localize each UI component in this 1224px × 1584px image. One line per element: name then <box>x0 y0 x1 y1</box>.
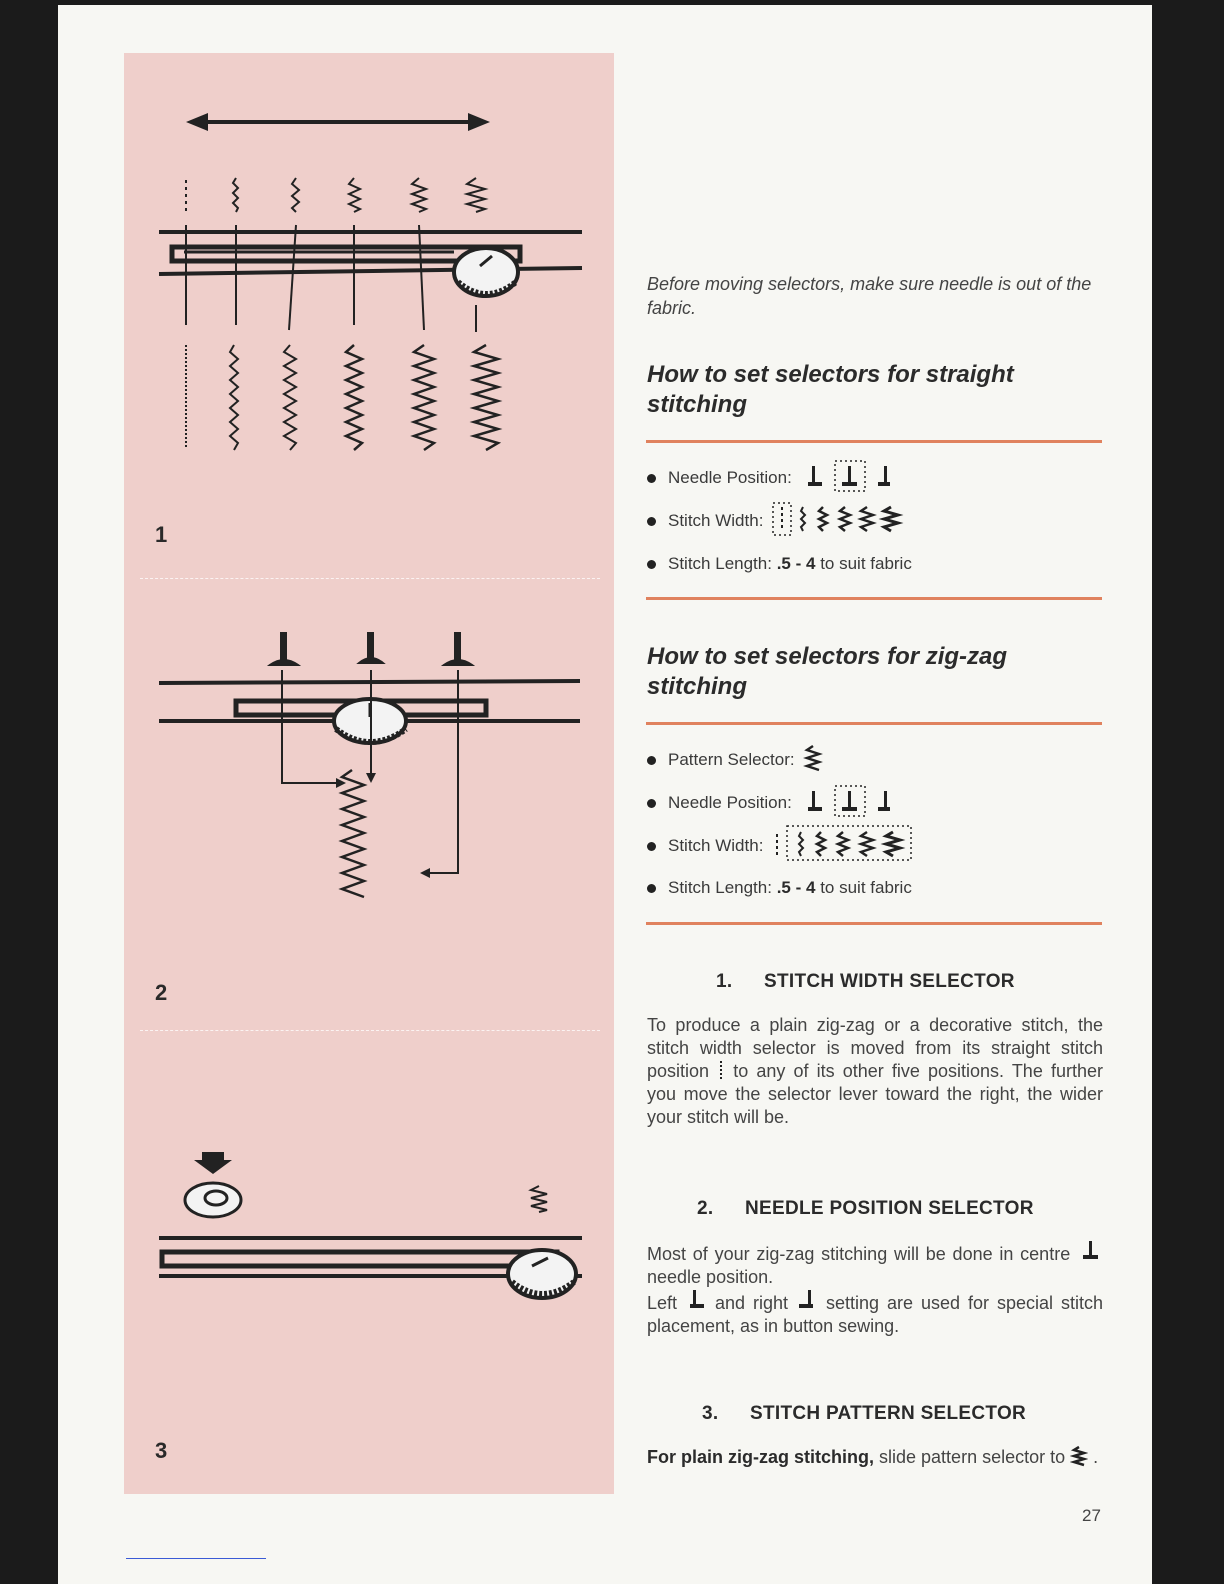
section-title: NEEDLE POSITION SELECTOR <box>745 1198 1034 1219</box>
stitch-length-suffix: to suit fabric <box>820 554 912 573</box>
p2-text-b: needle position. <box>647 1267 774 1287</box>
zigzag-pattern-selector <box>647 745 823 775</box>
paragraph-stitch-width <box>647 1014 1103 1129</box>
bullet-dot <box>647 756 656 765</box>
centre-needle-icon <box>1077 1240 1103 1262</box>
pattern-selector-label: Pattern Selector: <box>668 750 795 769</box>
zigzag-stitch-width <box>647 831 921 861</box>
figure-label-2: 2 <box>155 980 168 1005</box>
section-title: STITCH PATTERN SELECTOR <box>750 1403 1027 1424</box>
straight-stitch-length <box>647 549 912 579</box>
paragraph-needle-position <box>647 1240 1103 1338</box>
stitch-length-label: Stitch Length: <box>668 878 772 897</box>
paragraph-stitch-pattern <box>647 1445 1103 1469</box>
needle-position-label: Needle Position: <box>668 468 792 487</box>
figure-1-stitch-width <box>124 100 614 470</box>
figure-label-1: 1 <box>155 522 168 547</box>
figure-label-3: 3 <box>155 1438 168 1463</box>
section-number: 3. <box>702 1403 719 1424</box>
warning-note: Before moving selectors, make sure needle is out of the fabric. <box>647 274 1092 318</box>
zigzag-pattern-icon <box>803 743 823 778</box>
bullet-dot <box>647 474 656 483</box>
straight-stitch-width <box>647 506 921 536</box>
p3-text-a: slide pattern selector to <box>879 1447 1066 1467</box>
bullet-dot <box>647 560 656 569</box>
bullet-dot <box>647 799 656 808</box>
section-rule <box>646 722 1102 725</box>
figure-divider <box>140 578 600 579</box>
p2-text-a: Most of your zig-zag stitching will be done in centre <box>647 1244 1071 1264</box>
p1-text-a: To produce a plain zig-zag or a decorative stitch, the stitch width selector is moved from its straight stitch position <box>647 1015 1103 1081</box>
p2-text-c: Left <box>647 1293 678 1313</box>
zigzag-stitch-length <box>647 873 912 903</box>
stitch-width-icons <box>771 824 921 869</box>
p2-text-e: setting are used for special stitch placement, as in button sewing. <box>647 1293 1103 1336</box>
left-needle-icon <box>685 1289 707 1311</box>
heading-zigzag-stitching: How to set selectors for zig-zag stitching <box>647 643 1008 700</box>
needle-position-label: Needle Position: <box>668 793 792 812</box>
stitch-width-label: Stitch Width: <box>668 836 764 855</box>
bullet-dot <box>647 842 656 851</box>
section-title-stitch-pattern <box>702 1403 1026 1425</box>
section-title: STITCH WIDTH SELECTOR <box>764 971 1015 992</box>
bullet-dot <box>647 517 656 526</box>
stitch-width-icons <box>771 501 921 542</box>
straight-needle-position <box>647 463 900 493</box>
section-rule <box>646 440 1102 443</box>
stitch-width-label: Stitch Width: <box>668 511 764 530</box>
figure-3-pattern-selector <box>124 1148 614 1318</box>
bullet-dot <box>647 884 656 893</box>
stitch-length-suffix: to suit fabric <box>820 878 912 897</box>
figure-2-needle-position <box>124 625 614 915</box>
bottom-mark <box>126 1558 266 1559</box>
zigzag-pattern-icon <box>1070 1445 1088 1467</box>
section-rule <box>646 922 1102 925</box>
section-rule <box>646 597 1102 600</box>
section-title-stitch-width <box>716 971 1015 993</box>
section-number: 1. <box>716 971 733 992</box>
section-title-needle-position <box>697 1198 1034 1220</box>
stitch-length-value: .5 - 4 <box>776 554 816 573</box>
figure-divider <box>140 1030 600 1031</box>
stitch-length-value: .5 - 4 <box>776 878 816 897</box>
zigzag-needle-position <box>647 788 900 818</box>
p3-bold-text: For plain zig-zag stitching, <box>647 1447 874 1467</box>
p3-text-b: . <box>1093 1447 1099 1467</box>
p1-text-b: to any of its other five positions. The further you move the selector lever toward the right, the wider your stitch will be. <box>647 1061 1103 1127</box>
stitch-length-label: Stitch Length: <box>668 554 772 573</box>
heading-straight-stitching: How to set selectors for straight stitching <box>647 361 1014 418</box>
needle-position-icons <box>800 784 900 823</box>
p2-text-d: and right <box>715 1293 789 1313</box>
section-number: 2. <box>697 1198 714 1219</box>
right-needle-icon <box>796 1289 818 1311</box>
needle-position-icons <box>800 459 900 498</box>
straight-stitch-icon <box>717 1060 725 1080</box>
page-number: 27 <box>1082 1506 1101 1525</box>
